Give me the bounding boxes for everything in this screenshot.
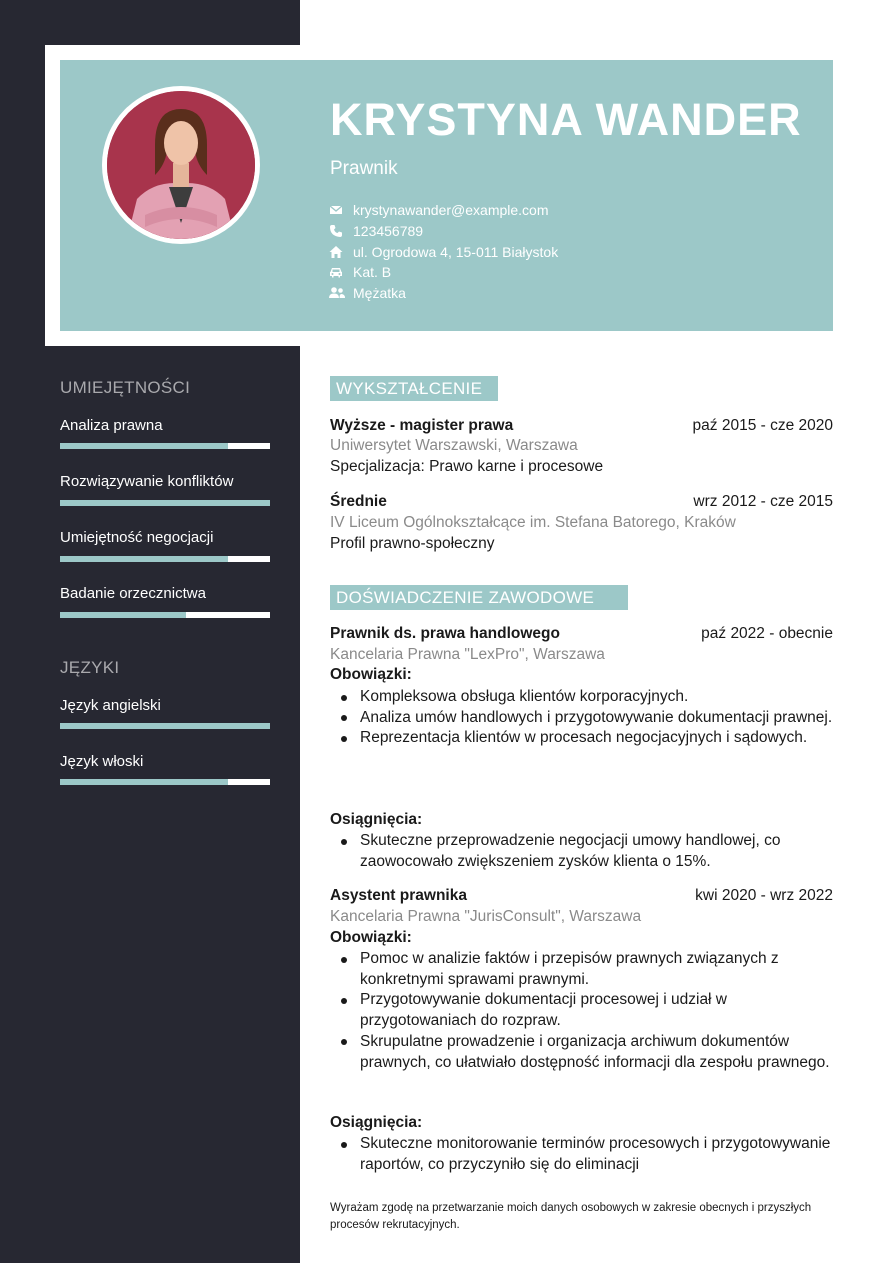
achievements-list xyxy=(330,1134,833,1175)
job-header xyxy=(330,625,833,643)
job-header xyxy=(330,887,833,905)
car-icon xyxy=(329,265,343,279)
job-dates: kwi 2020 - wrz 2022 xyxy=(695,887,833,904)
skill-bar-fill xyxy=(60,556,228,562)
education-dates: wrz 2012 - cze 2015 xyxy=(693,493,833,510)
language-bar xyxy=(60,723,270,729)
education-detail: Profil prawno-społeczny xyxy=(330,535,495,552)
contact-status-text: Mężatka xyxy=(353,285,406,302)
job-company: Kancelaria Prawna "LexPro", Warszawa xyxy=(330,646,605,663)
skill-bar xyxy=(60,500,270,506)
skill-bar xyxy=(60,443,270,449)
language-bar xyxy=(60,779,270,785)
job-title: Prawnik xyxy=(330,158,398,179)
skill-label: Badanie orzecznictwa xyxy=(60,585,206,602)
skills-heading: UMIEJĘTNOŚCI xyxy=(60,378,191,397)
languages-heading: JĘZYKI xyxy=(60,658,120,677)
skill-bar-fill xyxy=(60,612,186,618)
list-item: Skuteczne przeprowadzenie negocjacji umowy handlowej, co zaowocowało zwiększeniem zysków klienta o 15%. xyxy=(360,831,833,872)
list-item: Skrupulatne prowadzenie i organizacja archiwum dokumentów prawnych, co ułatwiało dostępność informacji dla zespołu prawnego. xyxy=(360,1032,833,1073)
education-degree: Wyższe - magister prawa xyxy=(330,417,514,434)
education-detail: Specjalizacja: Prawo karne i procesowe xyxy=(330,458,604,475)
skill-bar-fill xyxy=(60,443,228,449)
contact-address-text: ul. Ogrodowa 4, 15-011 Białystok xyxy=(353,243,559,260)
education-entry-header xyxy=(330,493,833,511)
list-item: Kompleksowa obsługa klientów korporacyjnych. xyxy=(360,687,833,708)
users-icon xyxy=(329,286,343,300)
achievements-list xyxy=(330,831,833,872)
consent-clause: Wyrażam zgodę na przetwarzanie moich danych osobowych w zakresie obecnych i przyszłych procesów rekrutacyjnych. xyxy=(330,1202,812,1231)
list-item: Pomoc w analizie faktów i przepisów prawnych związanych z konkretnymi sprawami prawnymi. xyxy=(360,949,833,990)
duties-list xyxy=(330,949,833,1073)
achievements-label: Osiągnięcia: xyxy=(330,811,423,828)
candidate-name: KRYSTYNA WANDER xyxy=(330,94,802,145)
job-dates: paź 2022 - obecnie xyxy=(701,625,833,642)
language-bar-fill xyxy=(60,779,228,785)
experience-heading: DOŚWIADCZENIE ZAWODOWE xyxy=(330,585,628,610)
job-position: Prawnik ds. prawa handlowego xyxy=(330,625,560,642)
language-label: Język angielski xyxy=(60,697,161,714)
profile-photo xyxy=(102,86,260,244)
skill-bar xyxy=(60,556,270,562)
contact-email-text: krystynawander@example.com xyxy=(353,202,549,219)
education-school: IV Liceum Ogólnokształcące im. Stefana Batorego, Kraków xyxy=(330,514,736,531)
education-degree: Średnie xyxy=(330,493,387,510)
job-company: Kancelaria Prawna "JurisConsult", Warszawa xyxy=(330,908,642,925)
list-item: Przygotowywanie dokumentacji procesowej i udział w przygotowaniach do rozpraw. xyxy=(360,990,833,1031)
contact-email xyxy=(329,200,558,221)
education-heading: WYKSZTAŁCENIE xyxy=(330,376,498,401)
contact-license xyxy=(329,262,558,283)
contact-phone xyxy=(329,221,558,242)
list-item: Analiza umów handlowych i przygotowywanie dokumentacji prawnej. xyxy=(360,708,833,729)
skill-bar-fill xyxy=(60,500,270,506)
phone-icon xyxy=(329,224,343,238)
skill-label: Umiejętność negocjacji xyxy=(60,529,214,546)
education-dates: paź 2015 - cze 2020 xyxy=(692,417,833,434)
skill-label: Rozwiązywanie konfliktów xyxy=(60,473,234,490)
home-icon xyxy=(329,245,343,259)
skill-label: Analiza prawna xyxy=(60,417,163,434)
contact-address xyxy=(329,241,558,262)
contact-phone-text: 123456789 xyxy=(353,223,424,240)
achievements-label: Osiągnięcia: xyxy=(330,1114,423,1131)
language-label: Język włoski xyxy=(60,753,144,770)
job-position: Asystent prawnika xyxy=(330,887,467,904)
education-school: Uniwersytet Warszawski, Warszawa xyxy=(330,437,578,454)
skill-bar xyxy=(60,612,270,618)
contact-list xyxy=(329,200,558,303)
contact-status xyxy=(329,283,558,304)
list-item: Skuteczne monitorowanie terminów procesowych i przygotowywanie raportów, co przyczyniło się do eliminacji xyxy=(360,1134,833,1175)
duties-label: Obowiązki: xyxy=(330,666,412,683)
portrait-image xyxy=(107,91,255,239)
duties-list xyxy=(330,687,833,749)
language-bar-fill xyxy=(60,723,270,729)
duties-label: Obowiązki: xyxy=(330,929,412,946)
contact-license-text: Kat. B xyxy=(353,264,392,281)
envelope-icon xyxy=(329,203,343,217)
list-item: Reprezentacja klientów w procesach negocjacyjnych i sądowych. xyxy=(360,728,833,749)
education-entry-header xyxy=(330,417,833,435)
